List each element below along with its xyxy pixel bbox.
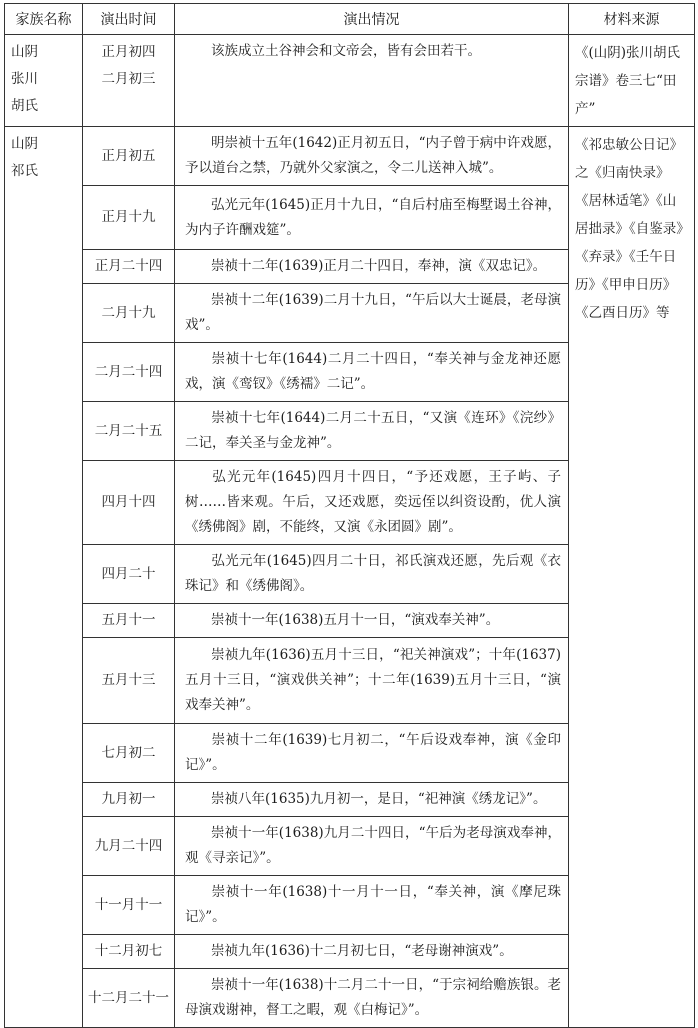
qi-desc-cell xyxy=(175,461,569,545)
qi-desc: 崇祯十二年(1639)正月二十四日，奉神，演《双忠记》。 xyxy=(211,258,547,274)
hu-family-line: 胡氏 xyxy=(11,98,38,114)
qi-date: 正月初五 xyxy=(83,127,175,186)
qi-date: 十一月十一 xyxy=(83,876,175,935)
qi-family-line: 祁氏 xyxy=(11,163,38,179)
header-row xyxy=(5,4,695,35)
qi-date: 九月二十四 xyxy=(83,817,175,876)
hu-desc-cell xyxy=(175,35,569,127)
qi-desc: 崇祯十一年(1638)五月十一日，“演戏奉关神”。 xyxy=(211,612,500,628)
qi-desc-cell xyxy=(175,876,569,935)
qi-desc-cell xyxy=(175,127,569,186)
qi-desc-cell xyxy=(175,969,569,1028)
qi-desc: 崇祯十二年(1639)七月初二，“午后设戏奉神，演《金印记》”。 xyxy=(185,732,561,773)
header-date: 演出时间 xyxy=(83,4,175,35)
qi-desc: 崇祯十一年(1638)十一月十一日，“奉关神，演《摩尼珠记》”。 xyxy=(185,884,561,925)
header-situation: 演出情况 xyxy=(175,4,569,35)
qi-desc-cell xyxy=(175,250,569,284)
qi-desc-cell xyxy=(175,935,569,969)
hu-date: 二月初三 xyxy=(101,71,156,87)
qi-date: 二月十九 xyxy=(83,284,175,343)
qi-desc-cell xyxy=(175,724,569,783)
qi-row xyxy=(5,127,695,186)
qi-date: 九月初一 xyxy=(83,783,175,817)
qi-desc: 崇祯九年(1636)十二月初七日，“老母谢神演戏”。 xyxy=(211,943,513,959)
qi-date: 二月二十五 xyxy=(83,402,175,461)
qi-desc: 弘光元年(1645)四月十四日，“予还戏愿，王子屿、子树……皆来观。午后，又还戏愿，奕远侄以纠资设酌，优人演《绣佛阁》剧，不能终，又演《永团圆》剧”。 xyxy=(185,469,561,535)
qi-desc: 弘光元年(1645)正月十九日，“自后村庙至梅墅谒土谷神，为内子许酬戏筵”。 xyxy=(185,196,561,238)
hu-family-line: 山阴 xyxy=(11,44,38,60)
qi-desc-cell xyxy=(175,402,569,461)
hu-date-cell xyxy=(83,35,175,127)
qi-date: 五月十三 xyxy=(83,638,175,724)
qi-desc: 崇祯八年(1635)九月初一，是日，“祀神演《绣龙记》”。 xyxy=(211,791,547,807)
qi-date: 七月初二 xyxy=(83,724,175,783)
qi-family-line: 山阴 xyxy=(11,136,38,152)
qi-date: 十二月二十一 xyxy=(83,969,175,1028)
qi-desc: 明崇祯十五年(1642)正月初五日，“内子曾于病中许戏愿，予以道台之禁，乃就外父家演之，令二儿送神入城”。 xyxy=(185,135,561,176)
qi-desc: 崇祯十七年(1644)二月二十五日，“又演《连环》《浣纱》二记，奉关圣与金龙神”。 xyxy=(185,410,561,451)
qi-family-cell xyxy=(5,127,83,1028)
performance-table xyxy=(4,3,695,1028)
hu-source: 《(山阴)张川胡氏宗谱》卷三七“田产” xyxy=(569,35,695,127)
qi-date: 十二月初七 xyxy=(83,935,175,969)
qi-date: 正月十九 xyxy=(83,186,175,250)
qi-date: 四月十四 xyxy=(83,461,175,545)
hu-date: 正月初四 xyxy=(101,44,156,60)
qi-desc: 崇祯十一年(1638)九月二十四日，“午后为老母演戏奉神，观《寻亲记》”。 xyxy=(185,825,561,866)
qi-date: 二月二十四 xyxy=(83,343,175,402)
header-family: 家族名称 xyxy=(5,4,83,35)
qi-desc-cell xyxy=(175,186,569,250)
qi-desc: 崇祯十一年(1638)十二月二十一日，“于宗祠给赡族银。老母演戏谢神，督工之暇，观《白梅记》”。 xyxy=(185,977,561,1018)
qi-desc: 弘光元年(1645)四月二十日，祁氏演戏还愿，先后观《衣珠记》和《绣佛阁》。 xyxy=(185,553,561,594)
qi-source: 《祁忠敏公日记》之《归南快录》《居林适笔》《山居拙录》《自鉴录》《弃录》《壬午日历》《甲申日历》《乙酉日历》等 xyxy=(569,127,695,1028)
header-source: 材料来源 xyxy=(569,4,695,35)
hu-family-cell xyxy=(5,35,83,127)
hu-family-line: 张川 xyxy=(11,71,38,87)
qi-desc: 崇祯十二年(1639)二月十九日，“午后以大士诞晨，老母演戏”。 xyxy=(185,292,561,333)
qi-desc-cell xyxy=(175,343,569,402)
qi-desc-cell xyxy=(175,817,569,876)
qi-date: 正月二十四 xyxy=(83,250,175,284)
qi-desc-cell xyxy=(175,783,569,817)
qi-desc: 崇祯九年(1636)五月十三日，“祀关神演戏”；十年(1637)五月十三日，“演戏供关神”；十二年(1639)五月十三日，“演戏奉关神”。 xyxy=(185,647,561,713)
qi-desc-cell xyxy=(175,638,569,724)
qi-date: 四月二十 xyxy=(83,545,175,604)
hu-desc: 该族成立土谷神会和文帝会，皆有会田若干。 xyxy=(211,43,481,59)
qi-desc-cell xyxy=(175,604,569,638)
qi-desc-cell xyxy=(175,284,569,343)
hu-row xyxy=(5,35,695,127)
qi-desc-cell xyxy=(175,545,569,604)
qi-desc: 崇祯十七年(1644)二月二十四日，“奉关神与金龙神还愿戏，演《鸾钗》《绣襦》二记”。 xyxy=(185,351,561,392)
qi-date: 五月十一 xyxy=(83,604,175,638)
